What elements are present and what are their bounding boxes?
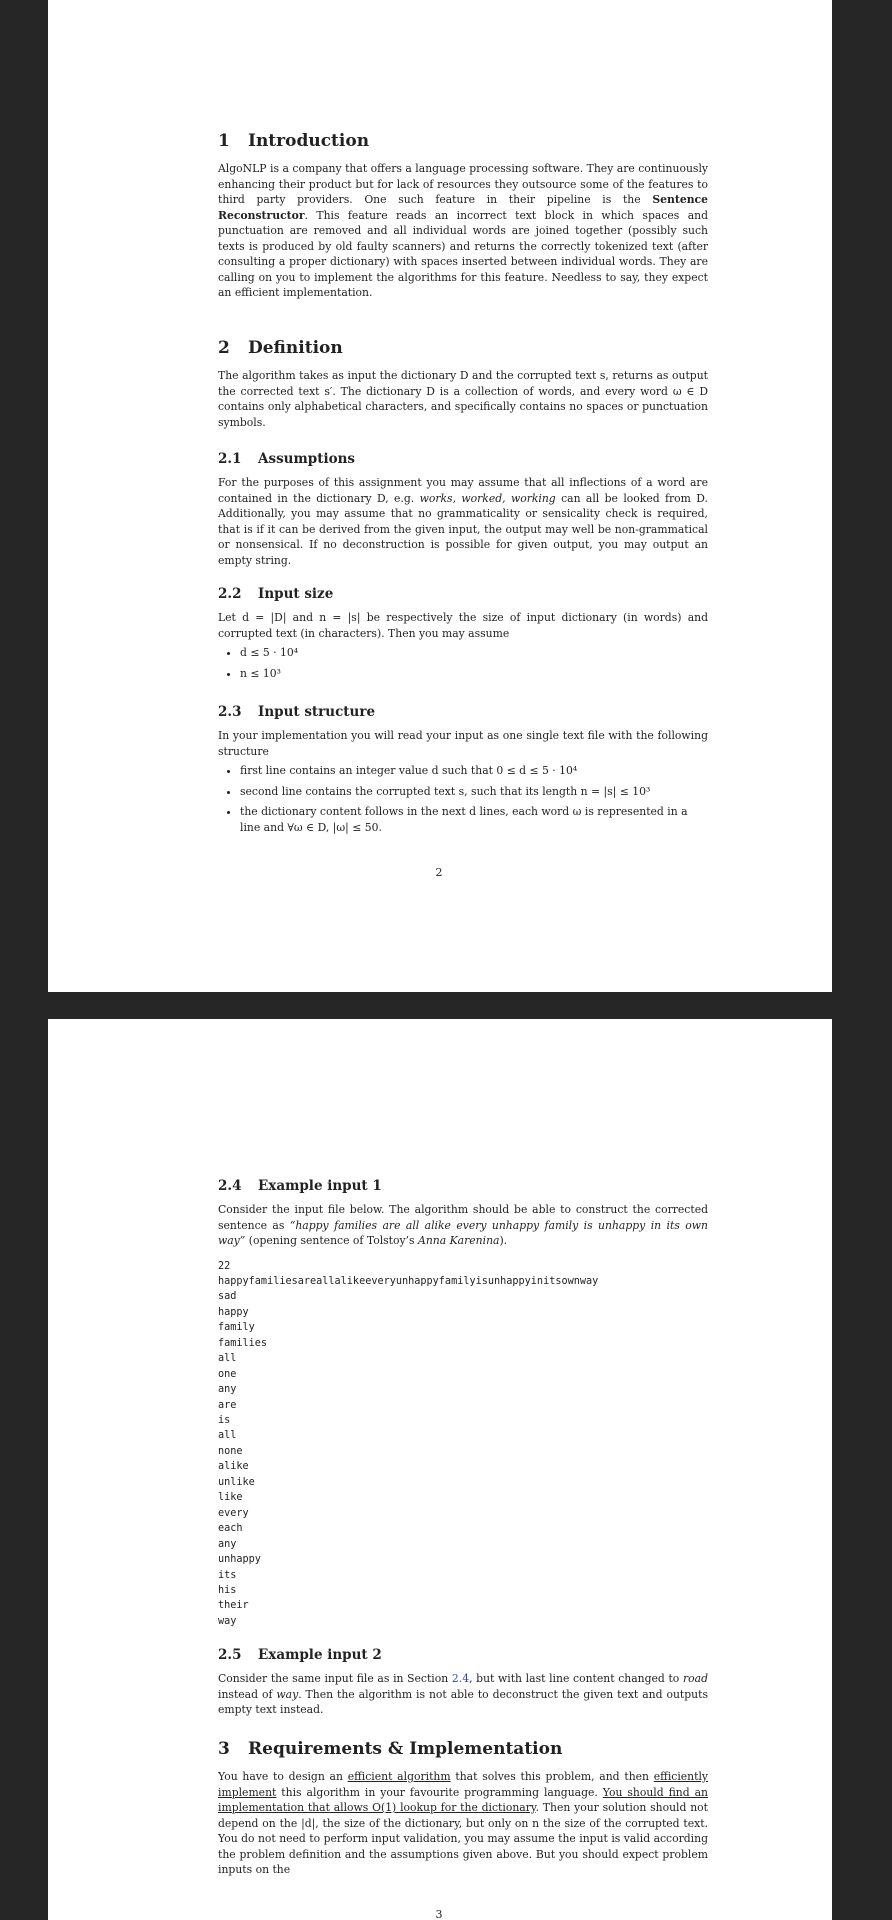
code-line: unlike — [218, 1476, 255, 1488]
example-input-1-subsection — [218, 1178, 708, 1629]
code-line: any — [218, 1384, 237, 1396]
input-structure-paragraph: In your implementation you will read your input as one single text file with the following structure — [218, 729, 708, 758]
code-line: 22 — [218, 1260, 231, 1272]
requirements-section — [218, 1739, 708, 1878]
input-structure-subsection — [218, 704, 708, 840]
code-line: all — [218, 1430, 237, 1442]
code-line: its — [218, 1569, 237, 1581]
code-line: any — [218, 1538, 237, 1550]
definition-paragraph: The algorithm takes as input the dictionary D and the corrupted text s, returns as output the corrected text s′. The dictionary D is a collection of words, and every word ω ∈ D contains only alphabetical characters, and specifically contains no spaces or punctuation symbols. — [218, 369, 708, 429]
code-line: are — [218, 1399, 237, 1411]
code-line: unhappy — [218, 1554, 261, 1566]
input-size-paragraph: Let d = |D| and n = |s| be respectively the size of input dictionary (in words) and corrupted text (in characters). Then you may assume — [218, 611, 708, 640]
definition-section — [218, 338, 708, 430]
code-line: happy — [218, 1306, 249, 1318]
subsection-heading-example-2: 2.5 Example input 2 — [218, 1647, 382, 1663]
list-item: • second line contains the corrupted text s, such that its length n = |s| ≤ 10³ — [240, 784, 708, 800]
list-item: • d ≤ 5 · 10⁴ — [240, 645, 708, 661]
assumptions-subsection — [218, 451, 708, 568]
code-line: happyfamiliesareallalikeeveryunhappyfamilyisunhappyinitsownway — [218, 1275, 599, 1287]
code-line: family — [218, 1322, 255, 1334]
introduction-paragraph: AlgoNLP is a company that offers a language processing software. They are continuously enhancing their product but for lack of resources they outsource some of the features to third party providers. One such feature in their pipeline is the Sentence Reconstructor. This feature reads an incorrect text block in which spaces and punctuation are removed and all individual words are joined together (possibly such texts is produced by old faulty scanners) and returns the correctly tokenized text (after consulting a proper dictionary) with spaces inserted between individual words. They are calling on you to implement the algorithms for this feature. Needless to say, they expect an efficient implementation. — [218, 162, 708, 299]
list-item: • the dictionary content follows in the next d lines, each word ω is represented in a line and ∀ω ∈ D, |ω| ≤ 50. — [240, 804, 708, 835]
document-page-2 — [48, 0, 832, 992]
requirements-paragraph: You have to design an efficient algorithm that solves this problem, and then efficiently implement this algorithm in your favourite programming language. You should find an implementation that allows O(1) lookup for the dictionary. Then your solution should not depend on the |d|, the size of the dictionary, but only on n the size of the corrupted text. You do not need to perform input validation, you may assume the input is valid according the problem definition and the assumptions given above. But you should expect problem inputs on the — [218, 1770, 709, 1876]
code-line: all — [218, 1353, 237, 1365]
assumptions-paragraph: For the purposes of this assignment you may assume that all inflections of a word are contained in the dictionary D, e.g. works, worked, working can all be looked from D. Additionally, you may assume that no grammaticality or sensicality check is required, that is if it can be derived from the given input, the output may well be non-grammatical or nonsensical. If no deconstruction is possible for given output, you may output an empty string. — [218, 476, 708, 567]
code-line: their — [218, 1600, 249, 1612]
section-heading-requirements: 3 Requirements & Implementation — [218, 1739, 563, 1759]
code-line: families — [218, 1337, 268, 1349]
code-line: every — [218, 1507, 249, 1519]
code-line: is — [218, 1415, 231, 1427]
document-page-3 — [48, 1019, 832, 1920]
code-line: way — [218, 1615, 237, 1627]
list-item: • n ≤ 10³ — [240, 666, 708, 682]
page-number: 3 — [435, 1908, 443, 1920]
input-structure-list — [218, 763, 708, 835]
example-input-2-subsection — [218, 1647, 708, 1718]
section-heading-introduction: 1 Introduction — [218, 131, 370, 151]
subsection-heading-assumptions: 2.1 Assumptions — [218, 451, 355, 467]
example-input-file — [218, 1259, 708, 1630]
code-line: like — [218, 1492, 243, 1504]
subsection-heading-example-1: 2.4 Example input 1 — [218, 1178, 382, 1194]
subsection-heading-input-size: 2.2 Input size — [218, 586, 334, 602]
code-line: none — [218, 1445, 243, 1457]
page-number: 2 — [435, 866, 443, 879]
section-heading-definition: 2 Definition — [218, 338, 343, 358]
example-1-paragraph: Consider the input file below. The algorithm should be able to construct the corrected sentence as “happy families are all alike every unhappy family is unhappy in its own way” (opening sentence of Tolstoy’s Anna Karenina). — [218, 1203, 708, 1247]
code-line: one — [218, 1368, 237, 1380]
subsection-heading-input-structure: 2.3 Input structure — [218, 704, 376, 720]
section-reference-link[interactable]: 2.4 — [451, 1672, 470, 1685]
code-line: sad — [218, 1291, 237, 1303]
introduction-section — [218, 131, 708, 301]
code-line: each — [218, 1523, 243, 1535]
list-item: • first line contains an integer value d such that 0 ≤ d ≤ 5 · 10⁴ — [240, 763, 708, 779]
code-line: his — [218, 1585, 237, 1597]
example-2-paragraph: Consider the same input file as in Section 2.4, but with last line content changed to road instead of way. Then the algorithm is not able to deconstruct the given text and outputs empty text instead. — [218, 1672, 708, 1716]
code-line: alike — [218, 1461, 249, 1473]
input-size-subsection — [218, 586, 708, 686]
input-size-list — [218, 645, 708, 681]
